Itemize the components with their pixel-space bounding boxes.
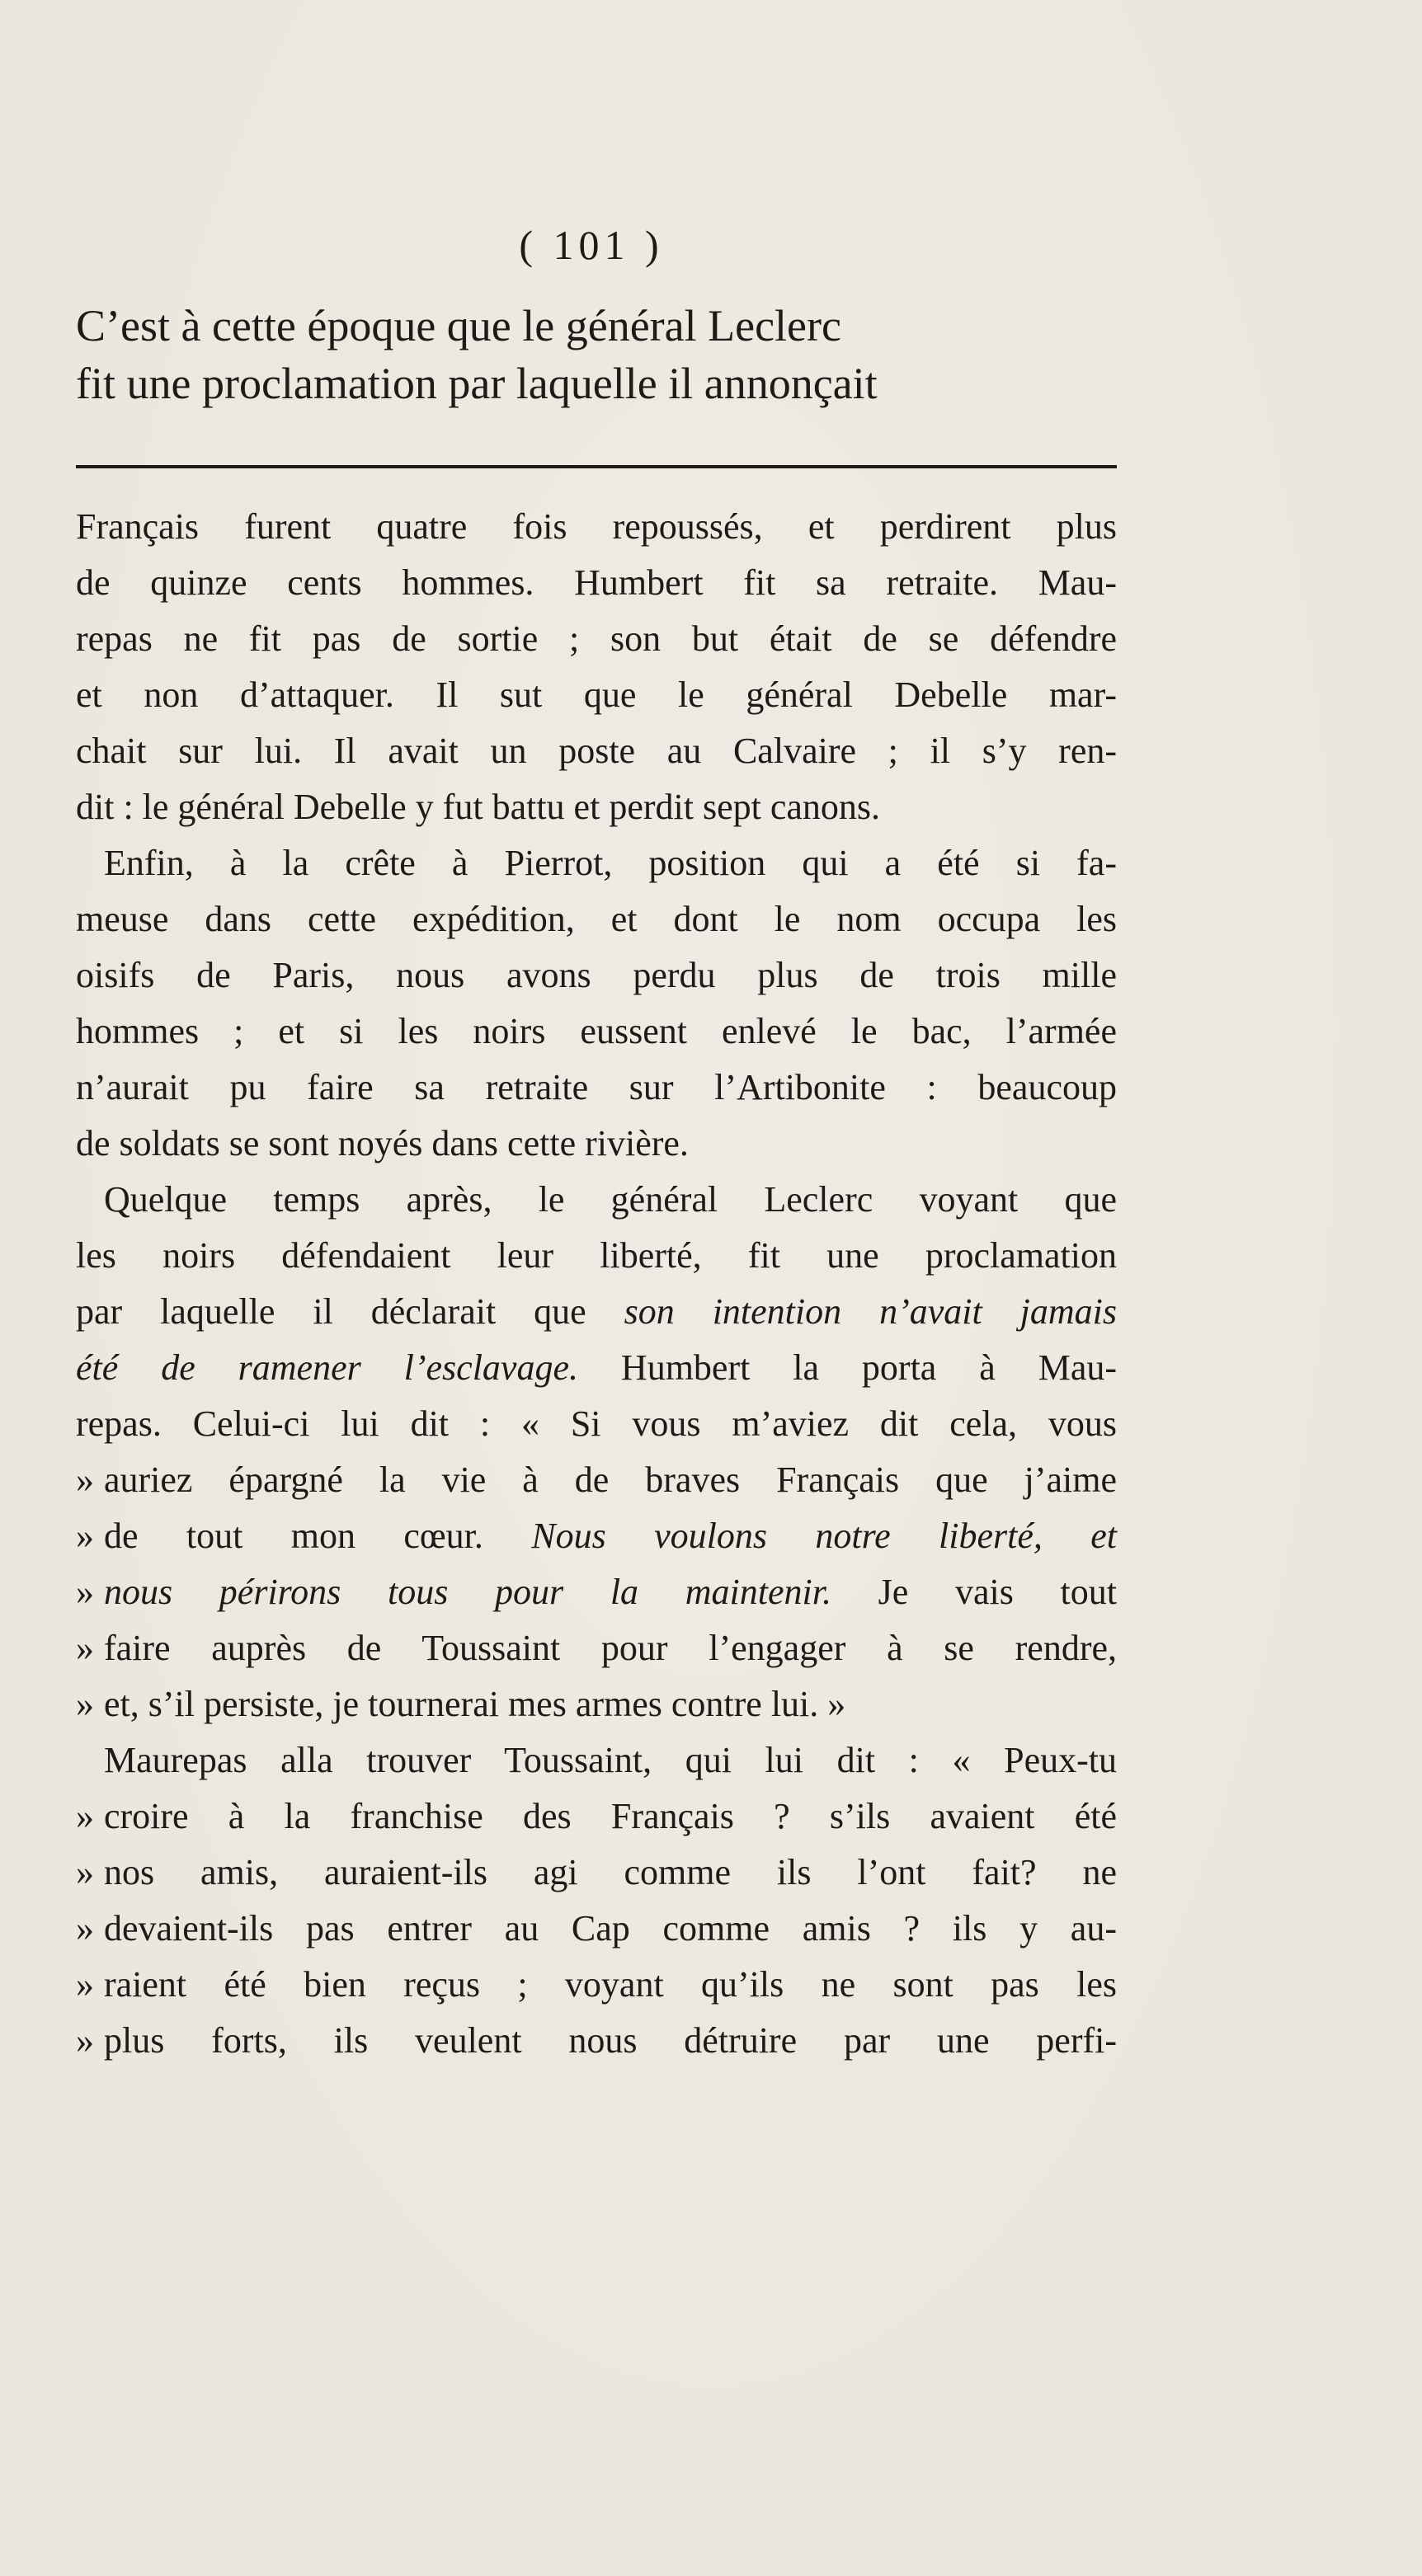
italic-text: nous périrons tous pour la maintenir. [104, 1572, 831, 1612]
quoted-text [104, 1901, 1117, 1957]
line-text: n’aurait pu faire sa retraite sur l’Artibonite : beaucoup [76, 1067, 1117, 1107]
line-text: raient été bien reçus ; voyant qu’ils ne sont pas les [104, 1964, 1117, 2005]
text-line [76, 1901, 1117, 1957]
text-line [76, 947, 1117, 1004]
line-text: Quelque temps après, le général Leclerc voyant que [104, 1179, 1117, 1220]
quoted-text [104, 1452, 1117, 1508]
line-text: de quinze cents hommes. Humbert fit sa retraite. Mau- [76, 562, 1117, 603]
line-text: chait sur lui. Il avait un poste au Calvaire ; il s’y ren- [76, 731, 1117, 771]
quoted-text [104, 1789, 1117, 1845]
text-line [76, 891, 1117, 947]
top-line: fit une proclamation par laquelle il annonçait [76, 359, 878, 408]
text-line [76, 1060, 1117, 1116]
quoted-text [104, 1957, 1117, 2013]
text-line [76, 1676, 1117, 1732]
italic-text: Nous voulons notre liberté, et [531, 1516, 1117, 1556]
quote-mark: » [76, 1628, 94, 1668]
text-line [76, 835, 1117, 891]
quote-mark: » [76, 1572, 94, 1612]
text-line [76, 1564, 1117, 1620]
line-text: dit : le général Debelle y fut battu et perdit sept canons. [76, 787, 881, 827]
quote-mark: » [76, 1516, 94, 1556]
italic-text: son intention n’avait jamais [624, 1291, 1118, 1332]
text-line [76, 1789, 1117, 1845]
line-text: repas. Celui-ci lui dit : « Si vous m’aviez dit cela, vous [76, 1403, 1117, 1444]
quote-mark: » [76, 1460, 94, 1500]
quoted-text [104, 2013, 1117, 2069]
italic-text: été de ramener l’esclavage. [76, 1347, 578, 1388]
quote-mark: » [76, 1964, 94, 2005]
text-line [76, 1116, 1117, 1172]
line-text: Je vais tout [831, 1572, 1117, 1612]
text-line [76, 779, 1117, 835]
text-line [76, 723, 1117, 779]
text-line [76, 667, 1117, 723]
text-line [76, 1396, 1117, 1452]
line-text: auriez épargné la vie à de braves Français que j’aime [104, 1460, 1117, 1500]
line-text: les noirs défendaient leur liberté, fit une proclamation [76, 1235, 1117, 1276]
line-text: de soldats se sont noyés dans cette rivière. [76, 1123, 689, 1163]
line-text: par laquelle il déclarait que [76, 1291, 624, 1332]
text-line [76, 611, 1117, 667]
text-line [76, 1228, 1117, 1284]
text-line [76, 1845, 1117, 1901]
line-text: Enfin, à la crête à Pierrot, position qui a été si fa- [104, 843, 1117, 883]
line-text: meuse dans cette expédition, et dont le nom occupa les [76, 899, 1117, 939]
top-line: C’est à cette époque que le général Leclerc [76, 301, 841, 350]
line-text: nos amis, auraient-ils agi comme ils l’ont fait? ne [104, 1852, 1117, 1892]
line-text: et non d’attaquer. Il sut que le général Debelle mar- [76, 675, 1117, 715]
separator-rule [76, 465, 1117, 468]
quoted-text [104, 1508, 1117, 1564]
text-line [76, 1004, 1117, 1060]
text-line [76, 1732, 1117, 1789]
line-text: hommes ; et si les noirs eussent enlevé le bac, l’armée [76, 1011, 1117, 1051]
line-text: devaient-ils pas entrer au Cap comme amis ? ils y au- [104, 1908, 1117, 1948]
text-line [76, 1957, 1117, 2013]
text-line [76, 2013, 1117, 2069]
text-line [76, 1620, 1117, 1676]
line-text: plus forts, ils veulent nous détruire par une perfi- [104, 2020, 1117, 2061]
quote-mark: » [76, 1796, 94, 1836]
line-text: Français furent quatre fois repoussés, et perdirent plus [76, 506, 1117, 547]
line-text: Maurepas alla trouver Toussaint, qui lui dit : « Peux-tu [104, 1740, 1117, 1780]
text-line [76, 1172, 1117, 1228]
text-line [76, 1508, 1117, 1564]
quote-mark: » [76, 1908, 94, 1948]
quote-mark: » [76, 1852, 94, 1892]
quoted-text [104, 1676, 1117, 1732]
text-line [76, 1284, 1117, 1340]
line-text: oisifs de Paris, nous avons perdu plus de trois mille [76, 955, 1117, 995]
main-text [76, 499, 1117, 2069]
text-line [76, 1452, 1117, 1508]
line-text: faire auprès de Toussaint pour l’engager à se rendre, [104, 1628, 1117, 1668]
quoted-text [104, 1564, 1117, 1620]
quoted-text [104, 1620, 1117, 1676]
text-line [76, 1340, 1117, 1396]
line-text: et, s’il persiste, je tournerai mes armes contre lui. » [104, 1684, 846, 1724]
line-text: repas ne fit pas de sortie ; son but était de se défendre [76, 618, 1117, 659]
quoted-text [104, 1845, 1117, 1901]
line-text: croire à la franchise des Français ? s’ils avaient été [104, 1796, 1117, 1836]
quote-mark: » [76, 1684, 94, 1724]
top-paragraph [76, 297, 1115, 412]
page-number: ( 101 ) [519, 222, 664, 268]
line-text: de tout mon cœur. [104, 1516, 532, 1556]
text-line [76, 555, 1117, 611]
quote-mark: » [76, 2020, 94, 2061]
text-line [76, 499, 1117, 555]
line-text: Humbert la porta à Mau- [578, 1347, 1117, 1388]
